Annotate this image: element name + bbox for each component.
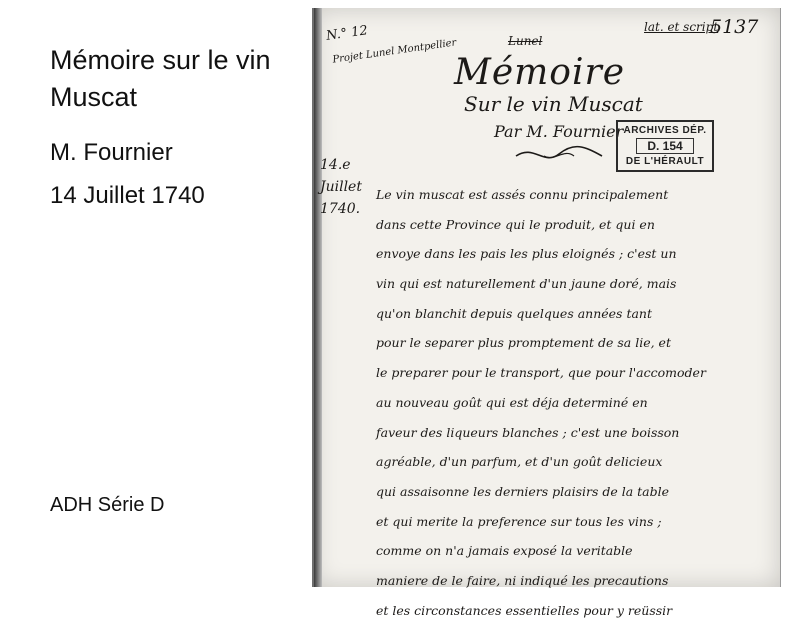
manuscript-line: le preparer pour le transport, que pour l'accomoder (376, 365, 706, 381)
archives-stamp (616, 120, 714, 172)
page-binding-edge (314, 8, 322, 587)
struck-word: Lunel (508, 34, 543, 48)
manuscript-scan (312, 8, 781, 618)
archive-series-label: ADH Série D (50, 494, 165, 516)
folio-number: 5137 (710, 16, 759, 38)
manuscript-line: et les circonstances essentielles pour y reüssir (376, 602, 673, 618)
stamp-line-3: DE L'HÉRAULT (625, 156, 705, 167)
manuscript-line: maniere de le faire, ni indiqué les precautions (376, 572, 669, 588)
manuscript-line: et qui merite la preference sur tous les vins ; (376, 513, 662, 529)
document-reference-note: Projet Lunel Montpellier (331, 37, 458, 66)
manuscript-line: envoye dans les pais les plus eloignés ; c'est un (376, 246, 677, 262)
manuscript-line: comme on n'a jamais exposé la veritable (376, 543, 633, 559)
manuscript-line: vin qui est naturellement d'un jaune doré, mais (376, 276, 677, 292)
manuscript-body (376, 180, 776, 625)
manuscript-subheading: Sur le vin Muscat (464, 92, 643, 116)
slide-author: M. Fournier (50, 139, 173, 166)
slide-date: 14 Juillet 1740 (50, 182, 205, 209)
manuscript-line: faveur des liqueurs blanches ; c'est une boisson (376, 424, 680, 440)
stamp-line-2: D. 154 (636, 138, 693, 154)
document-reference-number: N.° 12 (325, 23, 369, 44)
latin-note: lat. et script (644, 20, 719, 34)
margin-date: 14.e Juillet 1740. (320, 157, 362, 217)
manuscript-byline: Par M. Fournier (494, 122, 624, 141)
manuscript-heading: Mémoire (454, 52, 626, 93)
manuscript-line: dans cette Province qui le produit, et qui en (376, 216, 655, 232)
manuscript-line: Le vin muscat est assés connu principalement (376, 187, 669, 202)
manuscript-line: qu'on blanchit depuis quelques années tant (376, 305, 652, 321)
manuscript-line: au nouveau goût qui est déja determiné en (376, 394, 648, 410)
flourish-ornament (514, 140, 604, 170)
slide-title: Mémoire sur le vin Muscat (50, 45, 271, 112)
manuscript-line: agréable, d'un parfum, et d'un goût delicieux (376, 454, 663, 470)
manuscript-line: pour le separer plus promptement de sa lie, et (376, 335, 671, 351)
stamp-line-1: ARCHIVES DÉP. (623, 125, 707, 136)
manuscript-line: qui assaisonne les derniers plaisirs de la table (376, 483, 670, 499)
